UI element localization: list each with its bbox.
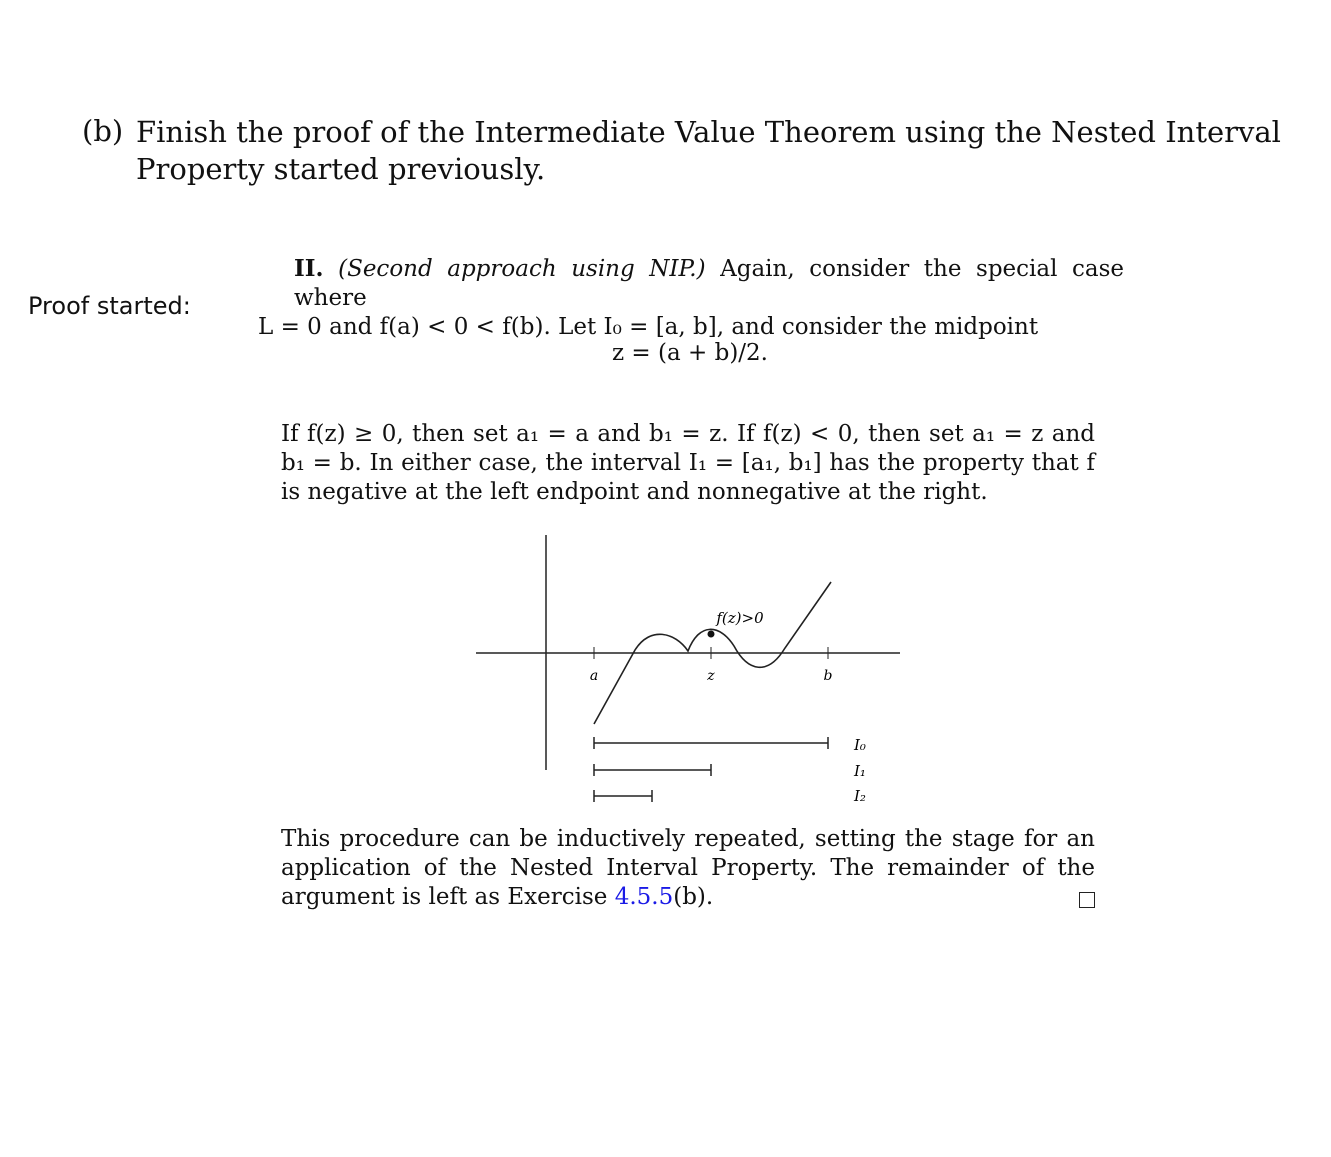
- f-z-annotation: f(z)>0: [716, 609, 764, 627]
- midpoint-equation: z = (a + b)/2.: [612, 340, 768, 366]
- point-f-z: [708, 631, 715, 638]
- nested-interval-figure: [470, 530, 910, 815]
- para3-suffix: (b).: [673, 884, 714, 910]
- para1-line2: L = 0 and f(a) < 0 < f(b). Let I₀ = [a, b], and consider the midpoint: [258, 314, 1039, 340]
- approach-title: (Second approach using NIP.): [338, 256, 706, 282]
- section-numeral: II.: [294, 255, 324, 282]
- exercise-link[interactable]: 4.5.5: [614, 884, 674, 910]
- label-I0: I₀: [854, 736, 866, 754]
- proof-started-label: Proof started:: [28, 292, 191, 320]
- interval-I0: [594, 737, 828, 749]
- para3-text: This procedure can be inductively repeated, setting the stage for an application of the Nested Interval Property. The remainder of the argument is left as Exercise: [281, 826, 1095, 910]
- label-z: z: [707, 668, 715, 684]
- label-b: b: [823, 668, 833, 684]
- question-label: (b): [82, 114, 124, 148]
- proof-paragraph-1: [258, 254, 1124, 342]
- interval-I2: [594, 790, 652, 802]
- proof-paragraph-3: [281, 825, 1095, 912]
- label-I1: I₁: [854, 762, 866, 780]
- question-text: Finish the proof of the Intermediate Value Theorem using the Nested Interval Property started previously.: [136, 115, 1281, 186]
- label-I2: I₂: [854, 787, 866, 805]
- interval-I1: [594, 764, 711, 776]
- proof-paragraph-2: If f(z) ≥ 0, then set a₁ = a and b₁ = z. If f(z) < 0, then set a₁ = z and b₁ = b. In either case, the interval I₁ = [a₁, b₁] has the property that f is negative at the left endpoint and nonnegative at the right.: [281, 421, 1095, 505]
- para1-line1: Again, consider the special case where: [294, 256, 1125, 311]
- label-a: a: [589, 668, 599, 684]
- qed-box-icon: [1079, 892, 1095, 908]
